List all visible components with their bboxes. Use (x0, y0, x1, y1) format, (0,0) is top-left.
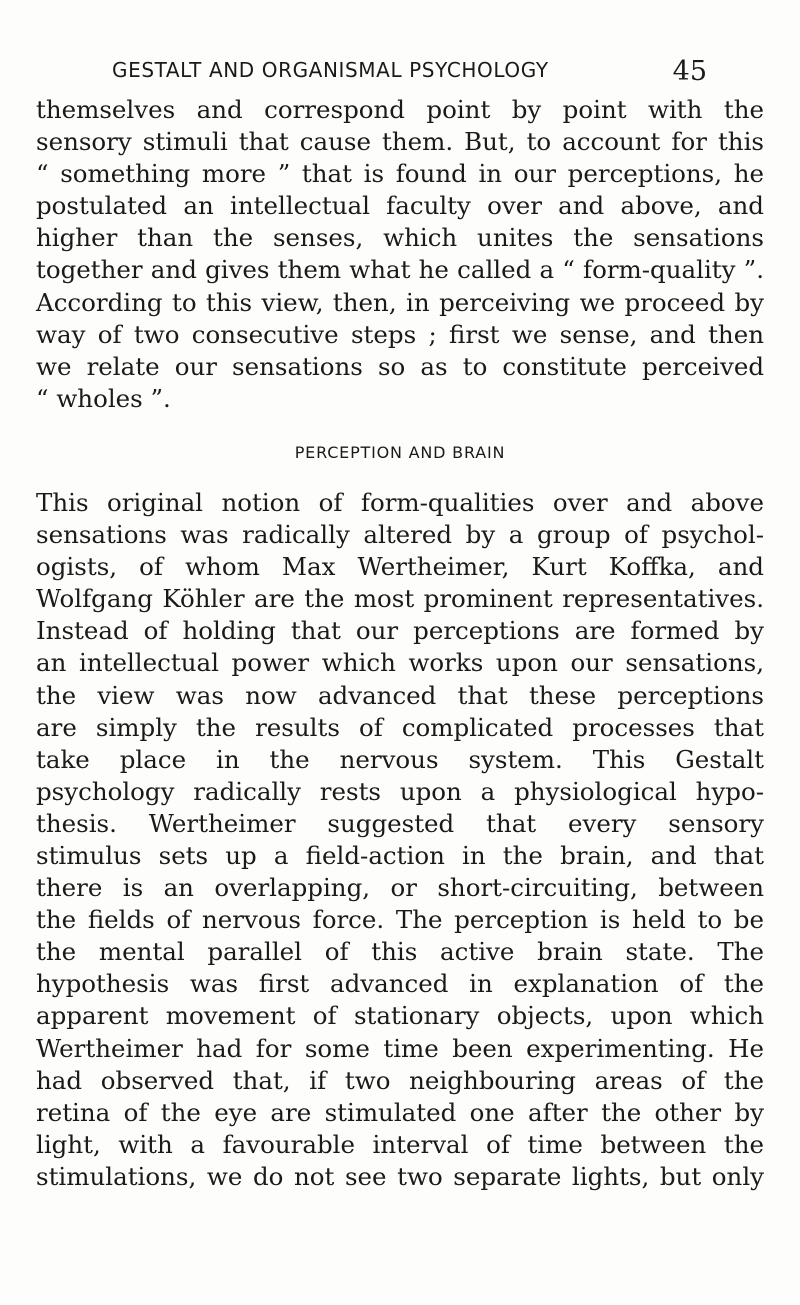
text-line: there is an overlapping, or short-circuiting, between (36, 873, 764, 903)
running-head (112, 58, 707, 92)
running-title: GESTALT AND ORGANISMAL PSYCHOLOGY (112, 58, 549, 82)
text-line: take place in the nervous system. This Gestalt (36, 744, 764, 774)
text-line: thesis. Wertheimer suggested that every sensory (36, 808, 764, 838)
paragraph-1 (36, 94, 764, 415)
paragraph-2 (36, 487, 764, 1193)
text-line: themselves and correspond point by point with the (36, 95, 764, 124)
text-line: apparent movement of stationary objects, upon which (36, 1001, 764, 1031)
text-line: Wolfgang Köhler are the most prominent representatives. (36, 584, 764, 614)
text-line: stimulus sets up a field-action in the brain, and that (36, 840, 764, 870)
text-line: had observed that, if two neighbouring areas of the (36, 1065, 764, 1095)
text-line: are simply the results of complicated processes that (36, 712, 764, 742)
text-line: postulated an intellectual faculty over and above, and (36, 191, 764, 221)
text-line: way of two consecutive steps ; first we sense, and then (36, 319, 764, 349)
text-line: sensations was radically altered by a group of psychol- (36, 520, 764, 550)
section-heading: PERCEPTION AND BRAIN (294, 442, 506, 462)
text-line: “ something more ” that is found in our perceptions, he (36, 159, 764, 189)
text-line: light, with a favourable interval of time between the (36, 1129, 764, 1159)
text-line: psychology radically rests upon a physiological hypo- (36, 776, 764, 806)
text-line: the mental parallel of this active brain state. The (36, 937, 764, 967)
text-line: ogists, of whom Max Wertheimer, Kurt Koffka, and (36, 552, 764, 582)
text-line: stimulations, we do not see two separate lights, but only (36, 1161, 764, 1191)
text-line: an intellectual power which works upon our sensations, (36, 648, 764, 678)
text-line: According to this view, then, in perceiving we proceed by (36, 287, 764, 317)
text-line: higher than the senses, which unites the sensations (36, 223, 764, 253)
text-body (36, 94, 764, 1193)
text-line: we relate our sensations so as to constitute perceived (36, 351, 764, 381)
text-line: the fields of nervous force. The perception is held to be (36, 905, 764, 935)
text-line: sensory stimuli that cause them. But, to account for this (36, 127, 764, 157)
text-line: the view was now advanced that these perceptions (36, 680, 764, 710)
text-line: retina of the eye are stimulated one after the other by (36, 1097, 764, 1127)
text-line: hypothesis was first advanced in explanation of the (36, 969, 764, 999)
text-line: together and gives them what he called a “ form-quality ”. (36, 255, 764, 285)
text-line: Instead of holding that our perceptions are formed by (36, 616, 764, 646)
text-line: This original notion of form-qualities over and above (36, 487, 764, 517)
text-line: Wertheimer had for some time been experimenting. He (36, 1033, 764, 1063)
text-line: “ wholes ”. (36, 383, 171, 413)
page-number: 45 (672, 56, 707, 87)
